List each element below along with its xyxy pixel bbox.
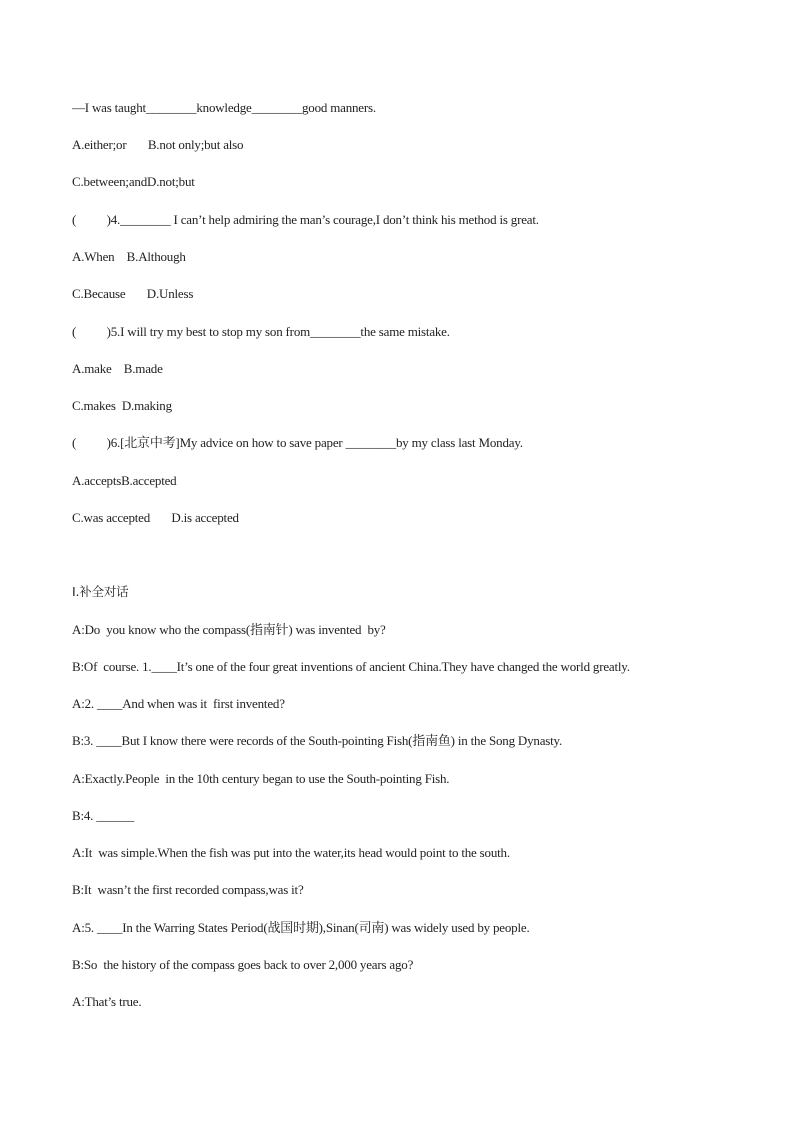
dialogue-line: B:3. ____But I know there were records of the South-pointing Fish(指南鱼) in the Song Dynasty. — [72, 733, 563, 748]
dialogue-line: A:5. ____In the Warring States Period(战国时期),Sinan(司南) was widely used by people. — [72, 920, 530, 935]
question-6-options-row-2: C.was accepted D.is accepted — [72, 510, 239, 525]
question-6-stem: ( )6.[北京中考]My advice on how to save paper ________by my class last Monday. — [72, 435, 523, 450]
dialogue-line: B:It wasn’t the first recorded compass,was it? — [72, 882, 304, 897]
question-4-options-row-2: C.Because D.Unless — [72, 286, 194, 301]
dialogue-line: A:2. ____And when was it first invented? — [72, 696, 285, 711]
dialogue-line: B:Of course. 1.____It’s one of the four great inventions of ancient China.They have changed the world greatly. — [72, 659, 630, 674]
dialogue-line: A:It was simple.When the fish was put into the water,its head would point to the south. — [72, 845, 510, 860]
dialogue-line: B:So the history of the compass goes back to over 2,000 years ago? — [72, 957, 414, 972]
section-heading: Ⅰ.补全对话 — [72, 584, 129, 599]
question-5-stem: ( )5.I will try my best to stop my son from________the same mistake. — [72, 324, 450, 339]
question-5-options-row-2: C.makes D.making — [72, 398, 172, 413]
question-3-options-row-1: A.either;or B.not only;but also — [72, 137, 244, 152]
dialogue-line: A:Exactly.People in the 10th century began to use the South-pointing Fish. — [72, 771, 450, 786]
dialogue-line: A:Do you know who the compass(指南针) was invented by? — [72, 622, 386, 637]
question-4-stem: ( )4.________ I can’t help admiring the man’s courage,I don’t think his method is great. — [72, 212, 539, 227]
question-3-options-row-2: C.between;andD.not;but — [72, 174, 195, 189]
dialogue-line: B:4. ______ — [72, 808, 135, 823]
question-3-stem: —I was taught________knowledge________good manners. — [72, 100, 376, 115]
dialogue-line: A:That’s true. — [72, 994, 142, 1009]
question-6-options-row-1: A.acceptsB.accepted — [72, 473, 177, 488]
question-4-options-row-1: A.When B.Although — [72, 249, 186, 264]
question-5-options-row-1: A.make B.made — [72, 361, 163, 376]
